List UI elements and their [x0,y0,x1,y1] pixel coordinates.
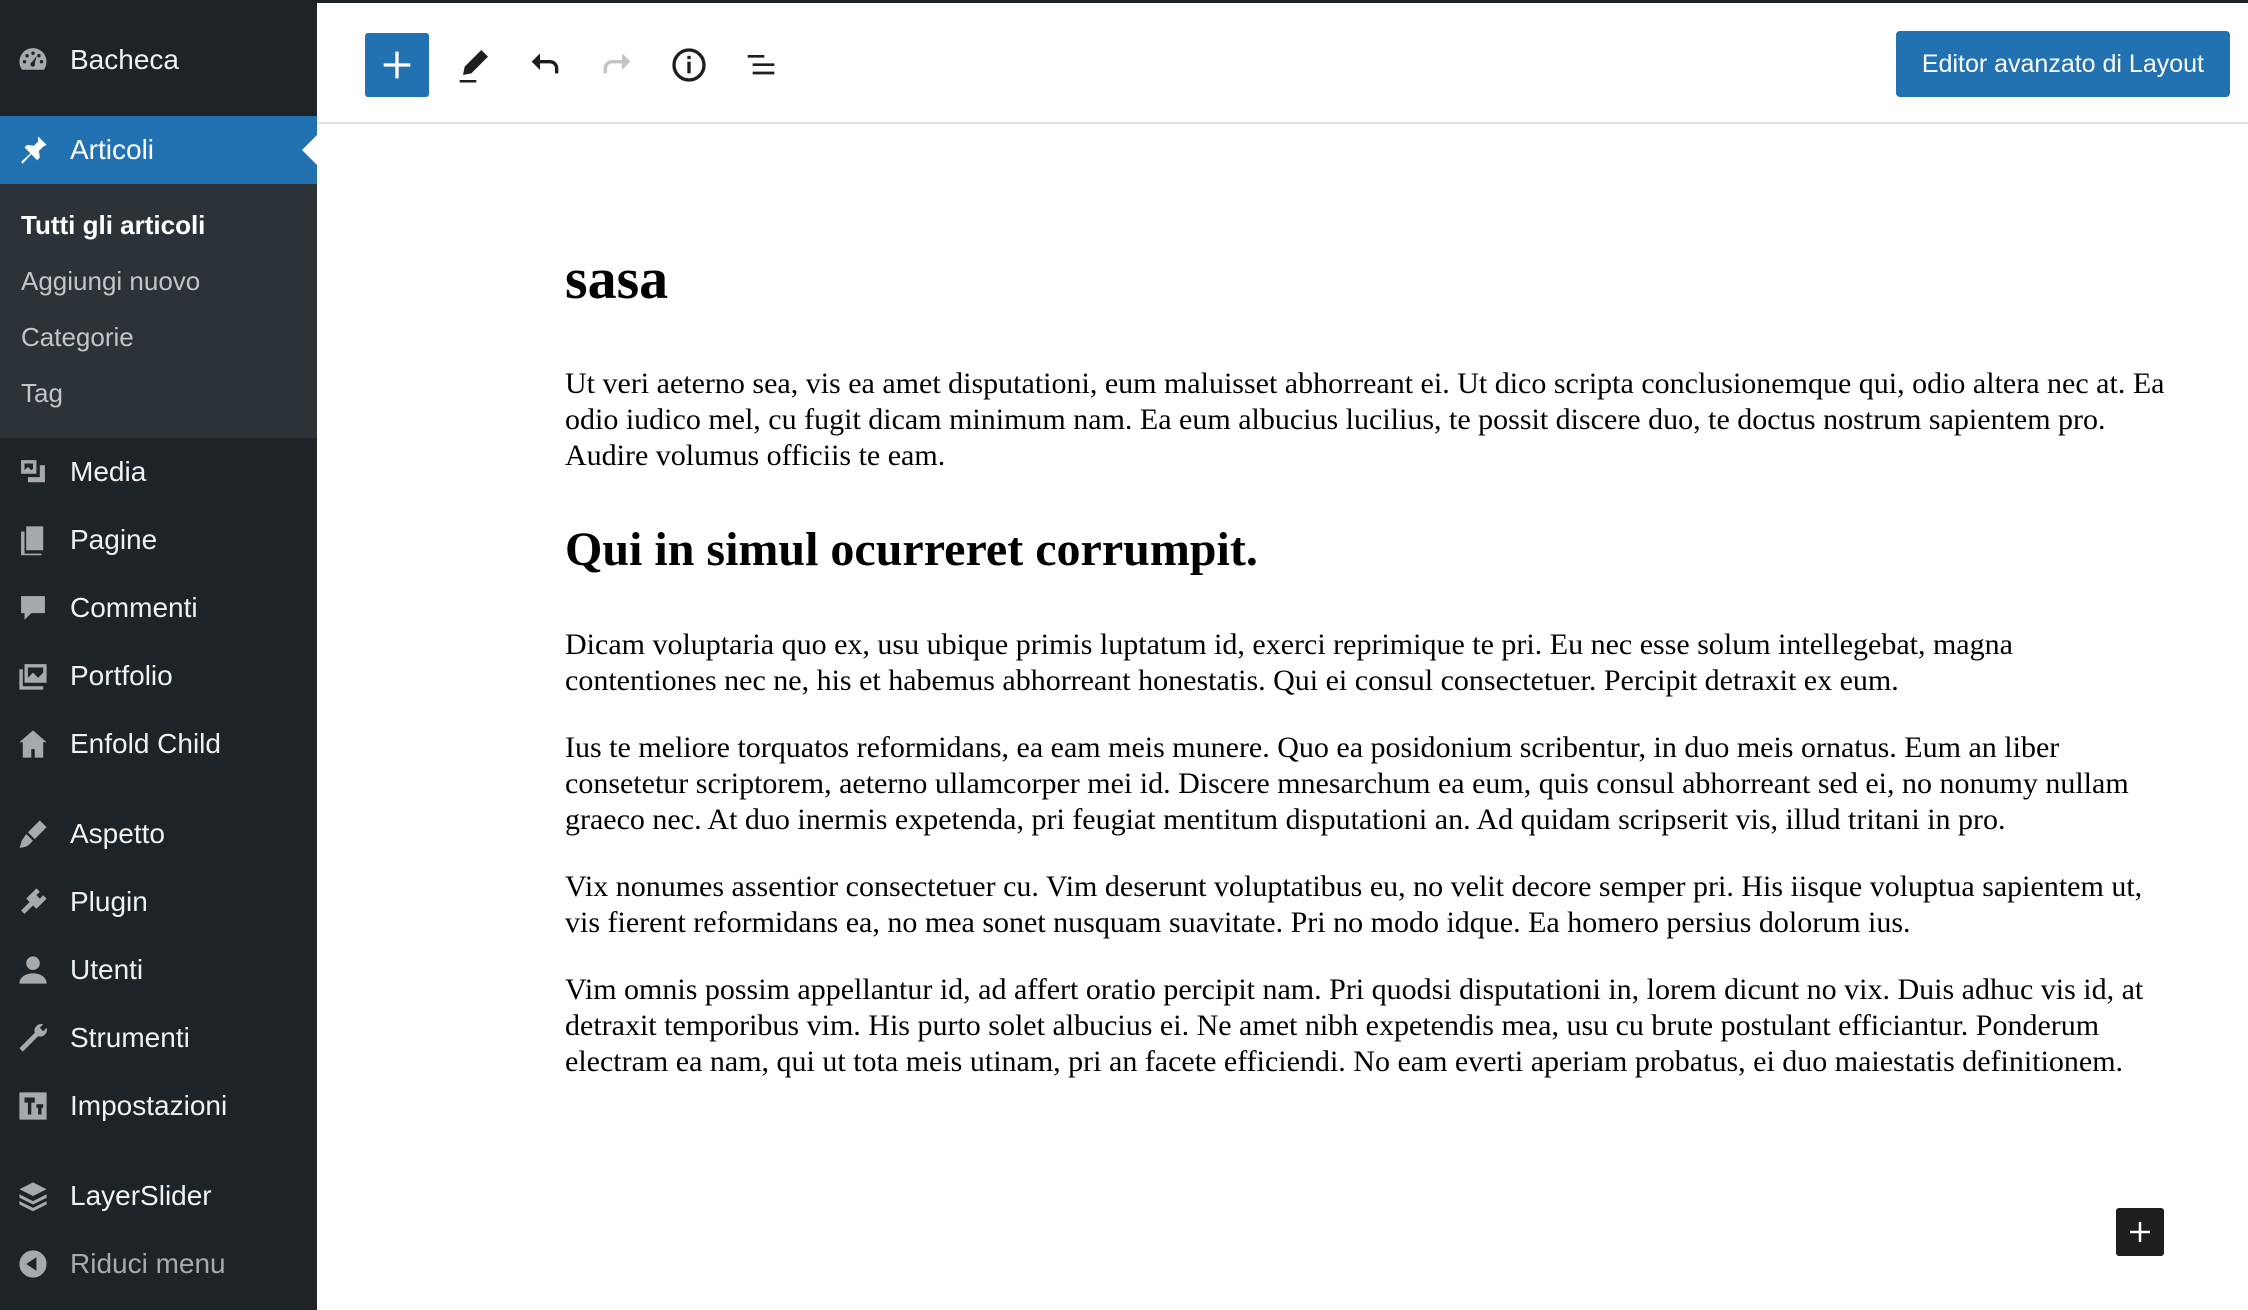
editor-toolbar [317,0,2248,124]
menu-label: Media [70,456,147,487]
menu-label: Plugin [70,886,148,917]
admin-sidebar [0,0,317,1310]
menu-settings[interactable] [0,1076,317,1136]
menu-label: Strumenti [70,1022,190,1053]
submenu-tags[interactable]: Tag [21,378,63,408]
menu-layerslider[interactable] [0,1166,317,1226]
list-view-button[interactable] [729,33,793,97]
submenu-categories[interactable]: Categorie [21,322,134,352]
pages-icon [14,521,52,559]
paragraph-block[interactable]: Ius te meliore torquatos reformidans, ea eam meis munere. Quo ea posidonium scribentur, in duo meis ornatus. Eum an liber consetetur scriptorem, aeterno ullamcorper mei id. Discere mnesarchum ea eum, quis consul abhorreant sed ei, no nonumy nullam graeco nec. At duo inermis expetenda, pri feugiat mentitum disputationi an. Ad quidam scripserit vis, illud tritani in pro. [565,730,2129,836]
dashboard-icon [14,41,52,79]
block-inserter-button[interactable] [2116,1208,2164,1256]
info-icon [669,45,709,85]
paragraph-block[interactable]: Dicam voluptaria quo ex, usu ubique primis luptatum id, exerci reprimique te pri. Eu nec esse solum intellegebat, magna contentiones nec ne, his et habemus abhorreant honestatis. Qui ei consul consectetuer. Percipit detraxit ex eum. [565,627,2013,697]
post-title[interactable]: sasa [565,246,669,311]
menu-plugins[interactable] [0,872,317,932]
menu-enfold-child[interactable] [0,714,317,774]
submenu-all-posts[interactable]: Tutti gli articoli [21,210,206,240]
plus-icon [377,45,417,85]
menu-tools[interactable] [0,1008,317,1068]
settings-icon [14,1087,52,1125]
menu-label: Enfold Child [70,728,221,759]
undo-button[interactable] [513,33,577,97]
pencil-icon [453,45,493,85]
paragraph-block[interactable]: Vix nonumes assentior consectetuer cu. Vim deserunt voluptatibus eu, no velit decore semper pri. His iisque voluptua sapientem ut, vis fierent reformidans ea, no mea sonet nusquam suavitate. Pri no modo idque. Ea homero persius dolorum ius. [565,869,2143,939]
home-icon [14,725,52,763]
menu-label: Portfolio [70,660,173,691]
comment-icon [14,589,52,627]
posts-submenu [0,184,317,438]
layers-icon [14,1177,52,1215]
menu-comments[interactable] [0,578,317,638]
post-content [565,246,2165,1111]
add-block-button[interactable] [365,33,429,97]
submenu-add-new[interactable]: Aggiungi nuovo [21,266,201,296]
menu-label: Articoli [70,134,155,165]
menu-appearance[interactable] [0,804,317,864]
paragraph-block[interactable]: Ut veri aeterno sea, vis ea amet disputationi, eum maluisset abhorreant ei. Ut dico scripta conclusionemque qui, odio altera nec at. Ea odio iudico mel, cu fugit dicam minimum nam. Ea eum albucius lucilius, te possit discere duo, te doctus nostrum sapientem pro. Audire volumus officiis te eam. [565,367,2165,472]
portfolio-icon [14,657,52,695]
collapse-menu-button[interactable] [0,1234,317,1294]
collapse-icon [14,1245,52,1283]
menu-label: Utenti [70,954,144,985]
list-view-icon [741,45,781,85]
plus-icon [2125,1217,2155,1247]
advanced-layout-editor-button[interactable]: Editor avanzato di Layout [1896,31,2230,97]
media-icon [14,453,52,491]
menu-pages[interactable] [0,510,317,570]
pin-icon [14,131,52,169]
menu-users[interactable] [0,940,317,1000]
menu-media[interactable] [0,442,317,502]
menu-portfolio[interactable] [0,646,317,706]
plugin-icon [14,883,52,921]
menu-label: LayerSlider [70,1180,212,1211]
menu-posts[interactable] [0,116,317,184]
undo-icon [525,45,565,85]
user-icon [14,951,52,989]
menu-label: Impostazioni [70,1090,228,1121]
menu-label: Aspetto [70,818,165,849]
menu-label: Pagine [70,524,158,555]
redo-button[interactable] [585,33,649,97]
menu-label: Commenti [70,592,198,623]
heading-block[interactable]: Qui in simul ocurreret corrumpit. [565,523,1258,576]
brush-icon [14,815,52,853]
menu-dashboard[interactable] [0,30,317,90]
edit-tool-button[interactable] [441,33,505,97]
paragraph-block[interactable]: Vim omnis possim appellantur id, ad affert oratio percipit nam. Pri quodsi disputationi in, lorem dicunt no vix. Duis adhuc vis id, at detraxit temporibus vim. His purto solet albucius ei. Ne amet nibh expetendis mea, usu cu brute postulant efficiantur. Ponderum electram ea nam, qui ut tota meis utinam, pri an facete efficiendi. No eam everti aperiam probatus, ei duo maiestatis definitionem. [565,972,2144,1078]
redo-icon [597,45,637,85]
wrench-icon [14,1019,52,1057]
menu-label: Riduci menu [70,1248,226,1279]
details-button[interactable] [657,33,721,97]
menu-label: Bacheca [70,44,179,75]
